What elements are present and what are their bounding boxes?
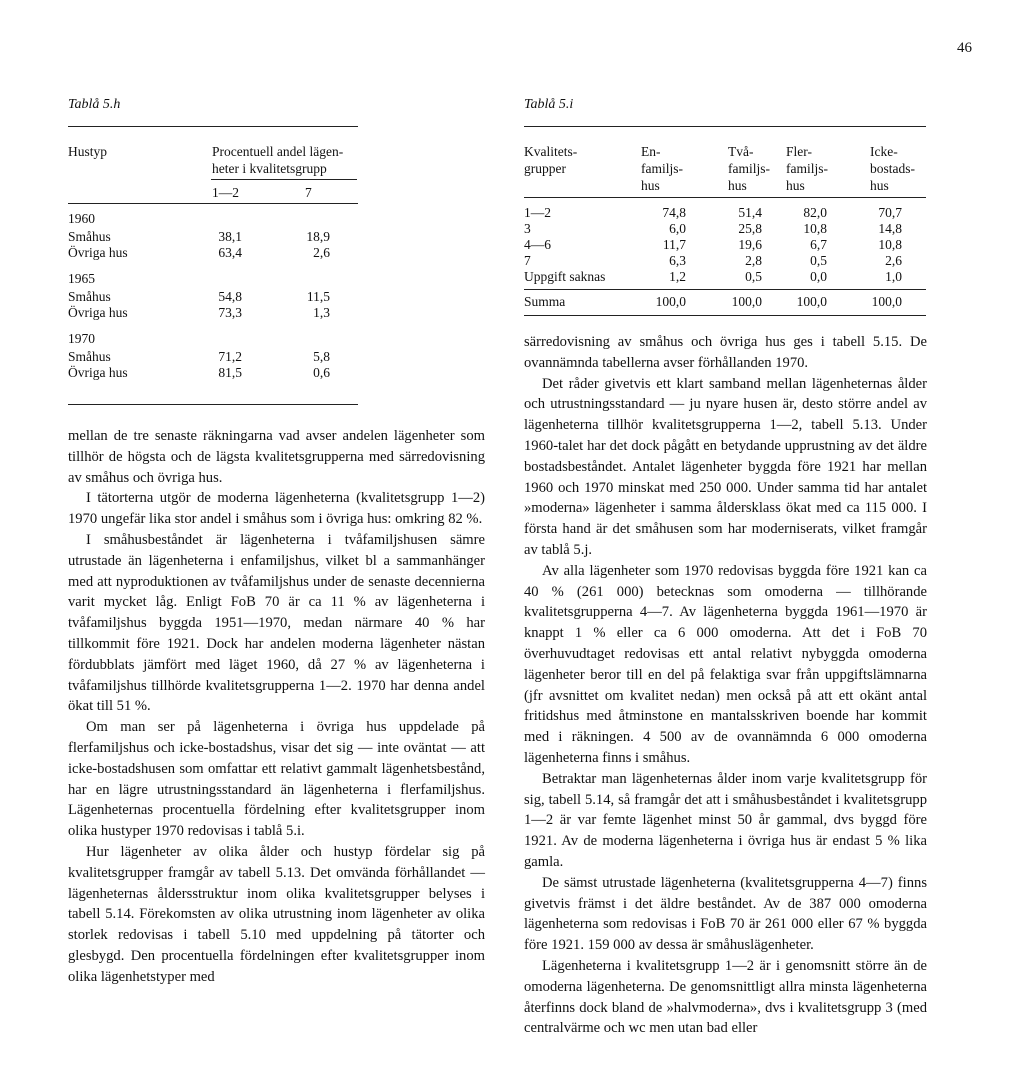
- table-h-year: 1960: [68, 211, 95, 226]
- table-h-subheader: 7: [305, 185, 312, 200]
- table-i-cell: 0,5: [810, 253, 827, 268]
- table-h-row-label: Småhus: [68, 229, 111, 244]
- table-i-sum-cell: 100,0: [796, 294, 827, 309]
- table-i-sum-rule: [524, 289, 926, 290]
- table-h-cell: 71,2: [218, 349, 242, 364]
- table-i-top-rule: [524, 126, 926, 127]
- table-h-group-rule: [211, 179, 357, 180]
- paragraph: Av alla lägenheter som 1970 redovisas byggda före 1921 kan ca 40 % (261 000) betecknas som omoderna — tillhörande kvalitetsgrupperna 4—7. Av lägenheterna byggda 1961—1970 är knappt 1 % eller ca 6 000 omoderna. Att det i FoB 70 överhuvudtaget redovisas ett antal relativt nybyggda omoderna lägenheter beror till en del på felaktiga svar från uppgiftslämnarna (jfr avsnittet om kvalitet nedan) men också på att ett okänt antal fritidshus med åtminstone en mantalsskriven boende har kommit med i räkningen. 4 500 av de ovannämnda 6 000 omoderna lägenheterna finns i småhus.: [524, 562, 927, 766]
- table-i-caption: Tablå 5.i: [524, 97, 574, 112]
- table-i-cell: 82,0: [803, 205, 827, 220]
- table-i-row-label: 7: [524, 253, 531, 268]
- paragraph: Det råder givetvis ett klart samband mellan lägenheternas ålder och utrustningsstandard — ju nyare husen är, desto större andel av lägenheterna tillhör kvalitetsgrupperna 1—2, tabell 5.13. Under 1960-talet har det dock pågått en betydande upprustning av det äldre bostadsbeståndet. Antalet lägenheter byggda före 1921 har mellan 1960 och 1970 minskat med 250 000. Under samma tid har antalet »moderna» lägenheter i samma åldersklass ökat med ca 115 000. I första hand är det småhusen som har moderniserats, vilket framgår av tablå 5.j.: [524, 375, 927, 558]
- table-i-cell: 1,0: [885, 269, 902, 284]
- table-h-cell: 63,4: [218, 245, 242, 260]
- table-i-cell: 14,8: [878, 221, 902, 236]
- table-i-cell: 74,8: [662, 205, 686, 220]
- table-i-header-line: hus: [641, 178, 660, 193]
- table-h-cell: 38,1: [218, 229, 242, 244]
- table-i-cell: 10,8: [878, 237, 902, 252]
- table-i-cell: 70,7: [878, 205, 902, 220]
- table-h-row-label: Småhus: [68, 289, 111, 304]
- table-i-sum-cell: 100,0: [731, 294, 762, 309]
- table-i-cell: 6,0: [669, 221, 686, 236]
- table-i-cell: 0,0: [810, 269, 827, 284]
- table-h-cell: 0,6: [313, 365, 330, 380]
- table-i-row-label: Uppgift saknas: [524, 269, 606, 284]
- table-h-header-rule: [68, 203, 358, 204]
- table-h-bottom-rule: [68, 404, 358, 405]
- table-h-top-rule: [68, 126, 358, 127]
- table-h-cell: 2,6: [313, 245, 330, 260]
- paragraph: De sämst utrustade lägenheterna (kvalitetsgrupperna 4—7) finns givetvis främst i det äldre beståndet. Av de 387 000 omoderna lägenheterna som redovisas i FoB 70 är 261 000 eller 67 % byggda före 1921. 159 000 av dessa är småhuslägenheter.: [524, 874, 927, 954]
- table-h-year: 1970: [68, 331, 95, 346]
- table-i-header-line: hus: [728, 178, 747, 193]
- table-i-header-line: hus: [786, 178, 805, 193]
- left-text-column: [68, 426, 485, 988]
- paragraph: Betraktar man lägenheternas ålder inom varje kvalitetsgrupp för sig, tabell 5.14, så framgår det att i småhusbeståndet i kvalitetsgrupp 1—2 är var femte lägenhet minst 50 år gammal, dvs byggd före 1921. Av de moderna lägenheterna i övriga hus är endast 5 % lika gamla.: [524, 770, 927, 870]
- table-i-cell: 0,5: [745, 269, 762, 284]
- table-h-header-group-line2: heter i kvalitetsgrupp: [212, 161, 327, 176]
- table-i-sum-label: Summa: [524, 294, 566, 309]
- table-i-cell: 19,6: [738, 237, 762, 252]
- table-h-year: 1965: [68, 271, 95, 286]
- table-i-sum-cell: 100,0: [655, 294, 686, 309]
- table-i-cell: 1,2: [669, 269, 686, 284]
- table-i-header-line: Kvalitets-: [524, 144, 578, 159]
- paragraph: mellan de tre senaste räkningarna vad avser andelen lägenheter som tillhör de högsta och de lägsta kvalitetsgrupperna med särredovisning av småhus och övriga hus.: [68, 428, 485, 486]
- table-i-row-label: 1—2: [524, 205, 551, 220]
- paragraph: Om man ser på lägenheterna i övriga hus uppdelade på flerfamiljshus och icke-bostadshus, visar det sig — inte oväntat — att icke-bostadshusen som omfattar ett relativt gammalt lägenhetsbestånd, har en lägre utrustningsstandard än lägenheterna i flerfamiljshus. Lägenheternas procentuella fördelning efter kvalitetsgrupper inom olika hustyper 1970 redovisas i tablå 5.i.: [68, 719, 485, 840]
- table-i-cell: 2,8: [745, 253, 762, 268]
- table-i-row-label: 3: [524, 221, 531, 236]
- table-i-cell: 10,8: [803, 221, 827, 236]
- table-i-cell: 6,3: [669, 253, 686, 268]
- table-h-cell: 11,5: [306, 289, 330, 304]
- paragraph: Hur lägenheter av olika ålder och hustyp fördelar sig på kvalitetsgrupper framgår av tabell 5.13. Det omvända förhållandet — lägenheternas åldersstruktur inom olika kvalitetsgrupper belyses i tabell 5.14. Förekomsten av olika utrustning inom lägenheter av olika storlek redovisas i tabell 5.10 med uppdelning på tätorter och glesbygd. Den procentuella fördelningen efter kvalitetsgrupper inom olika lägenhetstyper med: [68, 843, 485, 985]
- table-i-cell: 25,8: [738, 221, 762, 236]
- table-i-header-line: familjs-: [786, 161, 828, 176]
- table-h-cell: 73,3: [218, 305, 242, 320]
- table-i-header-line: familjs-: [641, 161, 683, 176]
- paragraph: I småhusbeståndet är lägenheterna i tvåfamiljshusen sämre utrustade än lägenheterna i enfamiljshus, vilket bl a sammanhänger med att nyproduktionen av tvåfamiljshus under de senaste decennierna varit mycket låg. Enligt FoB 70 är ca 11 % av lägenheterna i tvåfamiljshus byggda 1951—1970, medan närmare 40 % har tillkommit före 1921. Dock har andelen moderna lägenheter nästan fördubblats jämfört med läget 1960, då 27 % av lägenheterna i tvåfamiljshus tillhörde kvalitetsgrupperna 1—2. 1970 har denna andel ökat till 51 %.: [68, 531, 485, 715]
- table-i-header-line: hus: [870, 178, 889, 193]
- table-i-row-label: 4—6: [524, 237, 551, 252]
- page-number: 46: [957, 40, 972, 56]
- table-h-row-label: Övriga hus: [68, 305, 128, 320]
- right-text-column: [524, 332, 927, 1039]
- table-i-bottom-rule: [524, 315, 926, 316]
- table-h-subheader: 1—2: [212, 185, 239, 200]
- table-h-cell: 81,5: [218, 365, 242, 380]
- table-i-header-line: bostads-: [870, 161, 915, 176]
- table-i-header-line: Fler-: [786, 144, 812, 159]
- table-i-cell: 11,7: [662, 237, 686, 252]
- table-h-row-label: Övriga hus: [68, 245, 128, 260]
- table-i-header-line: Två-: [728, 144, 754, 159]
- table-h-cell: 54,8: [218, 289, 242, 304]
- paragraph: Lägenheterna i kvalitetsgrupp 1—2 är i genomsnitt större än de omoderna lägenheterna. De genomsnittligt allra minsta lägenheterna återfinns dock bland de »halvmoderna», dvs i kvalitetsgrupp 3 (med centralvärme och wc men utan bad eller: [524, 957, 927, 1037]
- table-h-header-hustyp: Hustyp: [68, 144, 108, 159]
- paragraph: särredovisning av småhus och övriga hus ges i tabell 5.15. De ovannämnda tabellerna avser förhållanden 1970.: [524, 334, 927, 371]
- table-h-cell: 18,9: [306, 229, 330, 244]
- table-h-header-group-line1: Procentuell andel lägen-: [212, 144, 344, 159]
- table-i-cell: 6,7: [810, 237, 827, 252]
- table-i-header-line: familjs-: [728, 161, 770, 176]
- table-h-row-label: Småhus: [68, 349, 111, 364]
- paragraph: I tätorterna utgör de moderna lägenheterna (kvalitetsgrupp 1—2) 1970 ungefär lika stor andel i småhus som i övriga hus: omkring 82 %.: [68, 490, 485, 528]
- table-h-cell: 1,3: [313, 305, 330, 320]
- table-i-sum-cell: 100,0: [871, 294, 902, 309]
- table-i-header-line: En-: [641, 144, 661, 159]
- table-i-cell: 51,4: [738, 205, 762, 220]
- table-i-header-line: grupper: [524, 161, 566, 176]
- table-h-caption: Tablå 5.h: [68, 97, 121, 112]
- table-i-header-line: Icke-: [870, 144, 898, 159]
- table-h-row-label: Övriga hus: [68, 365, 128, 380]
- table-i-cell: 2,6: [885, 253, 902, 268]
- table-i-header-rule: [524, 197, 926, 198]
- table-h-cell: 5,8: [313, 349, 330, 364]
